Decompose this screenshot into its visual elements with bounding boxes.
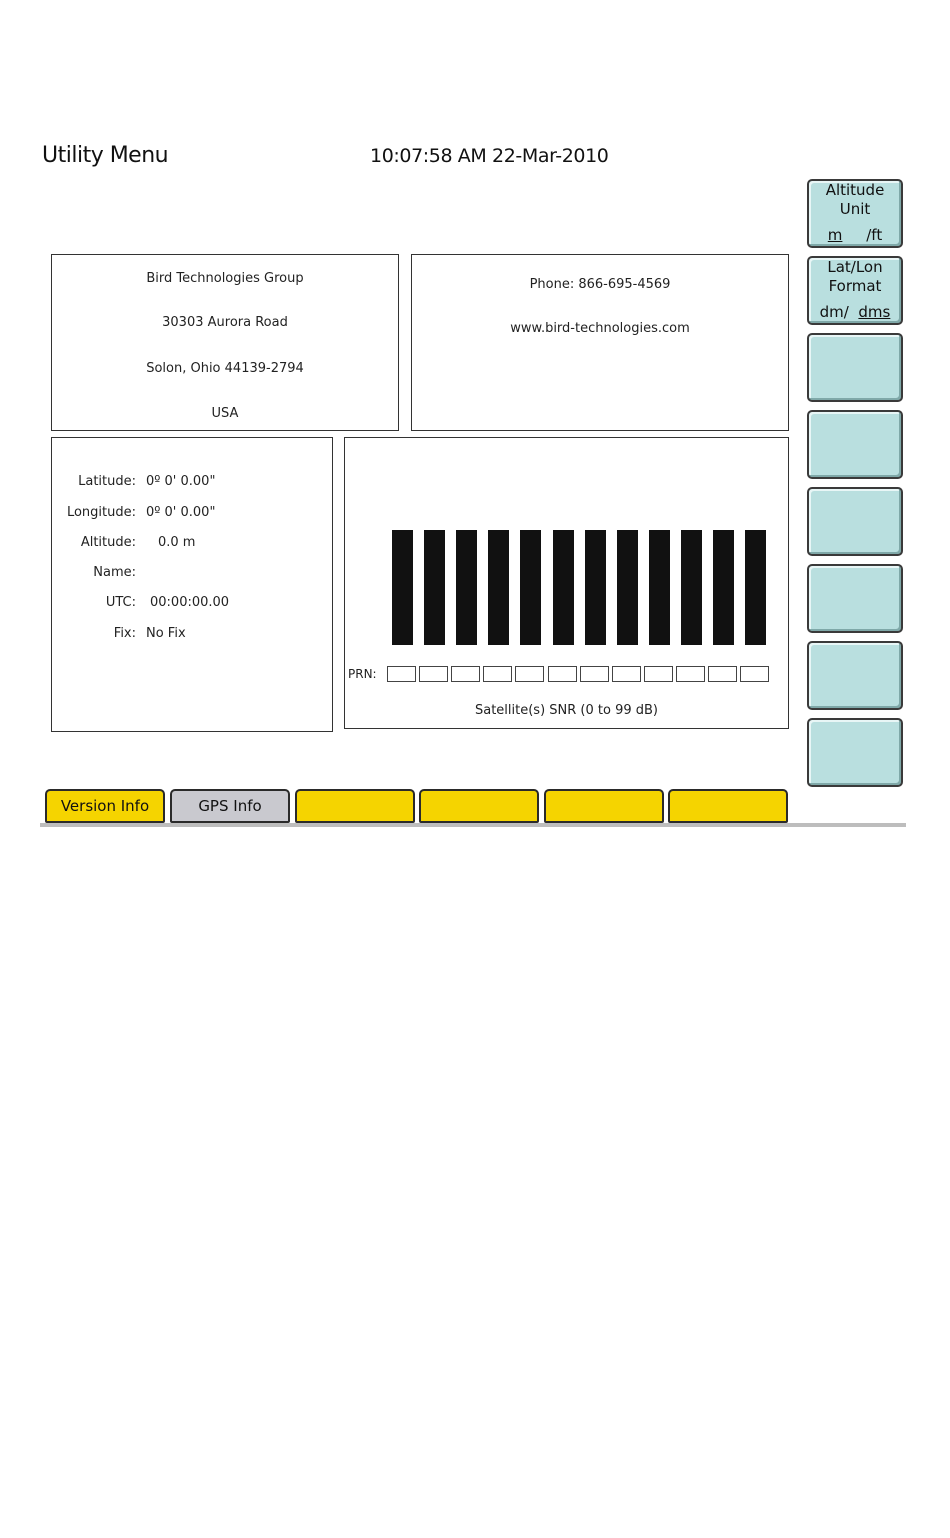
snr-bar [456,530,477,645]
utc-value: 00:00:00.00 [150,595,230,610]
altitude-value: 0.0 m [158,535,196,550]
prn-box [644,666,673,682]
snr-bar [424,530,445,645]
snr-bar [681,530,702,645]
contact-panel [411,254,789,431]
snr-bar [649,530,670,645]
longitude-value: 0º 0' 0.00" [146,505,216,520]
street-address: 30303 Aurora Road [162,315,288,330]
snr-bar [617,530,638,645]
fix-label: Fix: [113,626,136,641]
gps-position-panel [51,437,333,732]
latitude-label: Latitude: [78,474,136,489]
prn-box [515,666,544,682]
tab-5[interactable] [544,789,664,823]
snr-caption: Satellite(s) SNR (0 to 99 dB) [474,703,658,718]
prn-box [580,666,609,682]
snr-bar [745,530,766,645]
softkey-altitude-unit[interactable] [807,179,903,248]
prn-box [612,666,641,682]
page-title: Utility Menu [42,143,169,168]
utc-label: UTC: [105,595,136,610]
snr-bar [488,530,509,645]
satellite-snr-panel [344,437,789,729]
softkey-5[interactable] [807,487,903,556]
softkey-line2: Unit [839,200,871,218]
softkey-7[interactable] [807,641,903,710]
tab-baseline-divider [40,823,906,827]
softkey-latlon-format[interactable] [807,256,903,325]
snr-bar [713,530,734,645]
prn-box [387,666,416,682]
softkey-4[interactable] [807,410,903,479]
name-label: Name: [93,565,136,580]
altitude-label: Altitude: [80,535,136,550]
tab-6[interactable] [668,789,788,823]
softkey-line2: Format [828,277,882,295]
country: USA [211,406,239,421]
latlon-format-dms: dms [858,303,891,321]
company-name: Bird Technologies Group [146,271,304,286]
snr-bar [553,530,574,645]
softkey-6[interactable] [807,564,903,633]
snr-bar [585,530,606,645]
prn-box [708,666,737,682]
prn-box [483,666,512,682]
datetime-display: 10:07:58 AM 22-Mar-2010 [370,145,609,167]
phone-number: Phone: 866-695-4569 [529,277,671,292]
altitude-unit-ft: /ft [866,226,883,244]
longitude-label: Longitude: [66,505,136,520]
softkey-line1: Lat/Lon [827,258,883,276]
prn-box [740,666,769,682]
tab-3[interactable] [295,789,415,823]
prn-box [548,666,577,682]
prn-label: PRN: [348,667,377,681]
address-panel [51,254,399,431]
latlon-format-dm: dm/ [819,303,849,321]
altitude-unit-m: m [827,226,843,244]
prn-box [451,666,480,682]
website: www.bird-technologies.com [510,321,690,336]
softkey-3[interactable] [807,333,903,402]
tab-4[interactable] [419,789,539,823]
fix-value: No Fix [146,626,186,641]
tab-gps-info[interactable]: GPS Info [170,789,290,823]
softkey-line1: Altitude [825,181,885,199]
softkey-8[interactable] [807,718,903,787]
prn-box [419,666,448,682]
snr-bar [392,530,413,645]
latitude-value: 0º 0' 0.00" [146,474,216,489]
snr-bar [520,530,541,645]
city-address: Solon, Ohio 44139-2794 [146,361,304,376]
tab-version-info[interactable]: Version Info [45,789,165,823]
prn-box [676,666,705,682]
